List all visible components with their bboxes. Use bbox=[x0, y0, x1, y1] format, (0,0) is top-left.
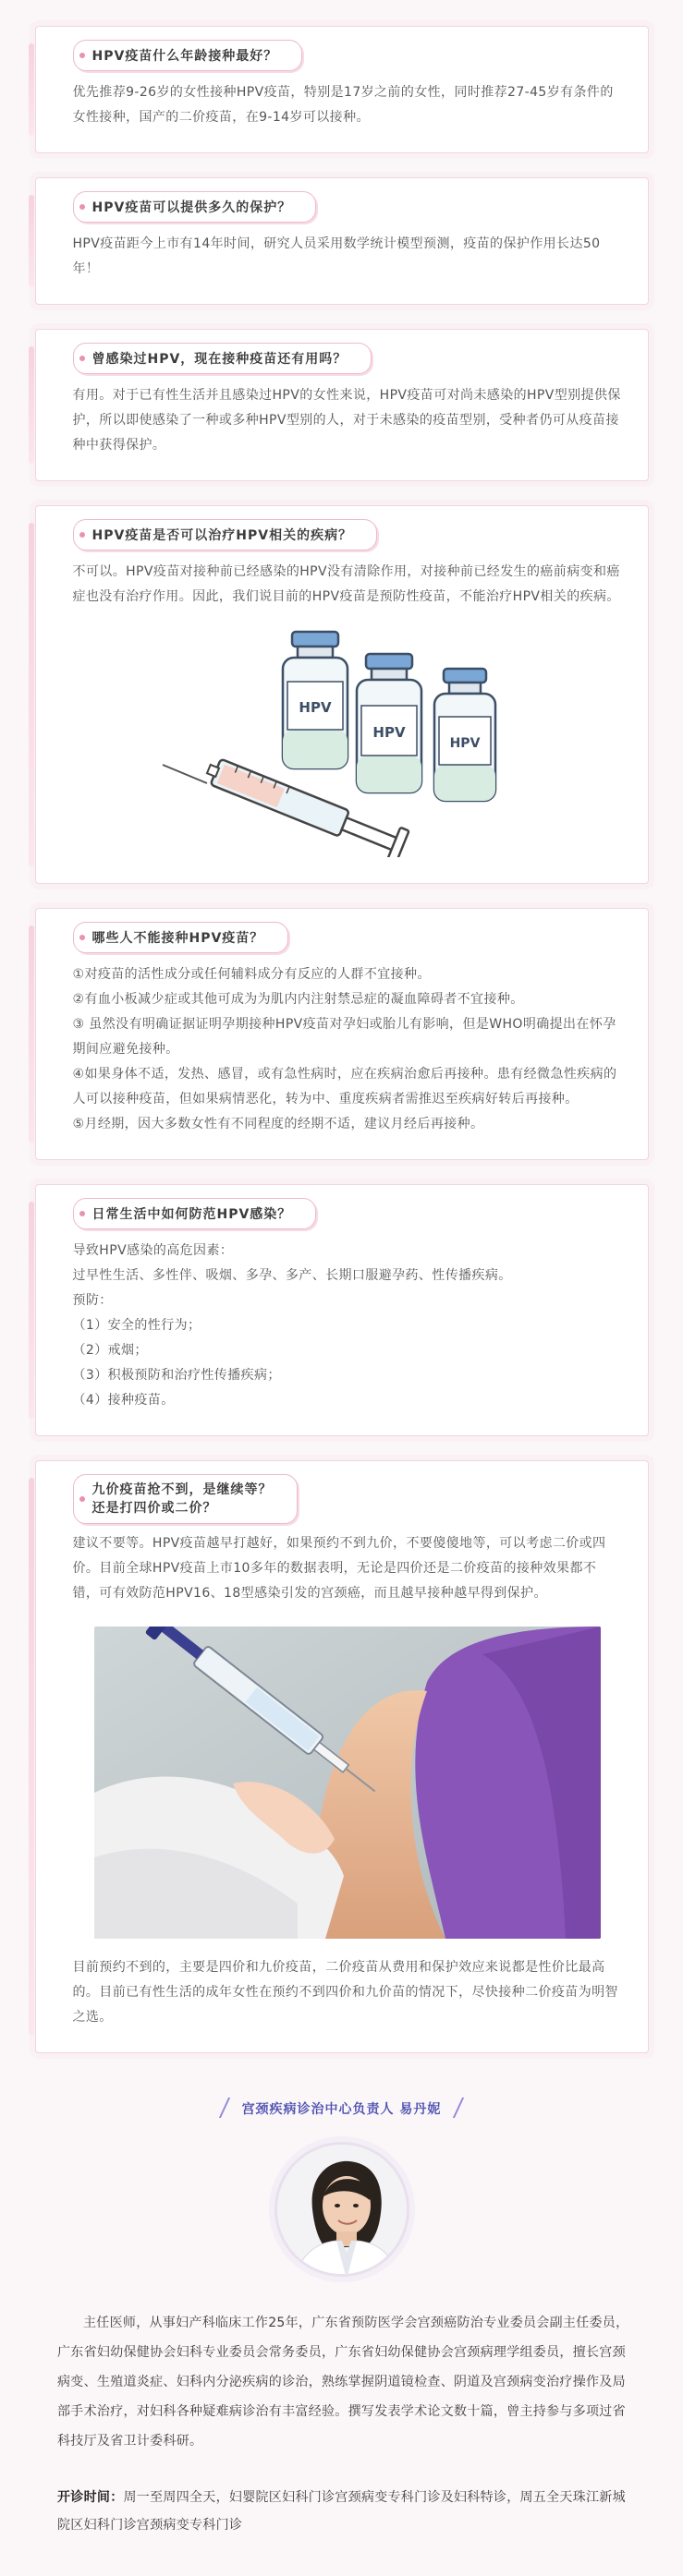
vaccine-vials-illustration bbox=[153, 626, 542, 857]
clinic-hours-text: 周一至周四全天，妇婴院区妇科门诊宫颈病变专科门诊及妇科特诊，周五全天珠江新城院区妇科门诊宫颈病变专科门诊 bbox=[57, 2490, 626, 2533]
svg-text:HPV: HPV bbox=[298, 699, 332, 716]
question-heading: 曾感染过HPV，现在接种疫苗还有用吗？ bbox=[73, 343, 372, 374]
answer-paragraph: （2）戒烟； bbox=[72, 1343, 148, 1358]
question-heading: HPV疫苗什么年龄接种最好？ bbox=[73, 40, 303, 71]
answer-text bbox=[73, 962, 622, 1137]
answer-paragraph: 导致HPV感染的高危因素： bbox=[72, 1243, 234, 1258]
doctor-bio: 主任医师，从事妇产科临床工作25年，广东省预防医学会宫颈癌防治专业委员会副主任委员，广东省妇幼保健协会妇科专业委员会常务委员，广东省妇幼保健协会宫颈病理学组委员，擅长宫颈病变、生殖道炎症、妇科内分泌疾病的诊治，熟练掌握阴道镜检查、阴道及宫颈病变治疗操作及局部手术治疗，对妇科各种疑难病诊治有丰富经验。撰写发表学术论文数十篇，曾主持参与多项过省科技厅及省卫计委科研。 bbox=[57, 2316, 629, 2449]
answer-text bbox=[73, 232, 622, 282]
answer-paragraph: （4）接种疫苗。 bbox=[72, 1393, 175, 1408]
vial-icon bbox=[283, 632, 348, 768]
answer-text-after bbox=[73, 1955, 622, 2030]
qa-card-protection-duration bbox=[35, 177, 649, 305]
question-heading: 哪些人不能接种HPV疫苗？ bbox=[73, 922, 289, 953]
clinic-hours-label: 开诊时间： bbox=[57, 2490, 124, 2505]
svg-text:HPV: HPV bbox=[449, 736, 480, 751]
vaccination-photo bbox=[94, 1627, 601, 1939]
answer-paragraph: ⑤月经期，因大多数女性有不同程度的经期不适，建议月经后再接种。 bbox=[72, 1117, 484, 1131]
svg-text:HPV: HPV bbox=[372, 724, 406, 741]
doctor-avatar bbox=[274, 2142, 409, 2277]
qa-card-prevention bbox=[35, 1184, 649, 1436]
answer-paragraph: 过早性生活、多性伴、吸烟、多孕、多产、长期口服避孕药、性传播疾病。 bbox=[72, 1268, 512, 1283]
vial-icon bbox=[357, 654, 421, 792]
qa-card-contraindications bbox=[35, 908, 649, 1160]
answer-paragraph: 目前预约不到的，主要是四价和九价疫苗，二价疫苗从费用和保护效应来说都是性价比最高的。目前已有性生活的成年女性在预约不到四价和九价苗的情况下，尽快接种二价疫苗为明智之选。 bbox=[72, 1960, 618, 2025]
question-line-2: 还是打四价或二价？ bbox=[91, 1501, 217, 1516]
qa-card-prior-infection bbox=[35, 329, 649, 481]
answer-paragraph: ③ 虽然没有明确证据证明孕期接种HPV疫苗对孕妇或胎儿有影响，但是WHO明确提出在怀孕期间应避免接种。 bbox=[72, 1017, 616, 1057]
answer-paragraph: 预防： bbox=[72, 1293, 113, 1308]
answer-paragraph: ②有血小板减少症或其他可成为为肌内内注射禁忌症的凝血障碍者不宜接种。 bbox=[72, 992, 524, 1007]
qa-card-nine-valent bbox=[35, 1460, 649, 2053]
answer-text bbox=[73, 383, 622, 458]
question-heading bbox=[73, 1474, 298, 1524]
answer-text bbox=[73, 1239, 622, 1413]
question-heading: 日常生活中如何防范HPV感染？ bbox=[73, 1198, 317, 1229]
answer-paragraph: 建议不要等。HPV疫苗越早打越好，如果预约不到九价，不要傻傻地等，可以考虑二价或四价。目前全球HPV疫苗上市10多年的数据表明，无论是四价还是二价疫苗的接种效果都不错，可有效防范HPV16、18型感染引发的宫颈癌，而且越早接种越早得到保护。 bbox=[72, 1536, 606, 1601]
question-heading: HPV疫苗是否可以治疗HPV相关的疾病？ bbox=[73, 519, 378, 550]
doctor-section-header bbox=[0, 2096, 683, 2122]
answer-text bbox=[73, 80, 622, 130]
qa-card-best-age bbox=[35, 26, 649, 153]
answer-text bbox=[73, 560, 622, 610]
answer-text bbox=[73, 1531, 622, 1606]
answer-paragraph: ④如果身体不适，发热、感冒，或有急性病时，应在疾病治愈后再接种。患有经微急性疾病的人可以接种疫苗，但如果病情恶化，转为中、重度疾病者需推迟至疾病好转后再接种。 bbox=[72, 1067, 617, 1107]
question-heading: HPV疫苗可以提供多久的保护？ bbox=[73, 191, 317, 223]
answer-paragraph: ①对疫苗的活性成分或任何辅料成分有反应的人群不宜接种。 bbox=[72, 967, 431, 982]
answer-paragraph: （1）安全的性行为； bbox=[72, 1318, 201, 1333]
question-line-1: 九价疫苗抢不到，是继续等？ bbox=[91, 1482, 273, 1497]
answer-paragraph: 不可以。HPV疫苗对接种前已经感染的HPV没有清除作用，对接种前已经发生的癌前病变和癌症也没有治疗作用。因此，我们说目前的HPV疫苗是预防性疫苗，不能治疗HPV相关的疾病。 bbox=[72, 564, 620, 604]
doctor-portrait bbox=[277, 2145, 409, 2277]
doctor-section-title: 宫颈疾病诊治中心负责人 易丹妮 bbox=[218, 2096, 466, 2122]
qa-card-treatment bbox=[35, 505, 649, 884]
vial-icon bbox=[434, 669, 495, 801]
answer-paragraph: HPV疫苗距今上市有14年时间，研究人员采用数学统计模型预测，疫苗的保护作用长达50年！ bbox=[72, 236, 601, 276]
answer-paragraph: （3）积极预防和治疗性传播疾病； bbox=[72, 1368, 281, 1383]
answer-paragraph: 有用。对于已有性生活并且感染过HPV的女性来说，HPV疫苗可对尚未感染的HPV型别提供保护，所以即使感染了一种或多种HPV型别的人，对于未感染的疫苗型别，受种者仍可从疫苗接种中获得保护。 bbox=[72, 388, 621, 453]
clinic-hours bbox=[0, 2484, 683, 2539]
answer-paragraph: 优先推荐9-26岁的女性接种HPV疫苗，特别是17岁之前的女性，同时推荐27-45岁有条件的女性接种，国产的二价疫苗，在9-14岁可以接种。 bbox=[72, 85, 614, 125]
